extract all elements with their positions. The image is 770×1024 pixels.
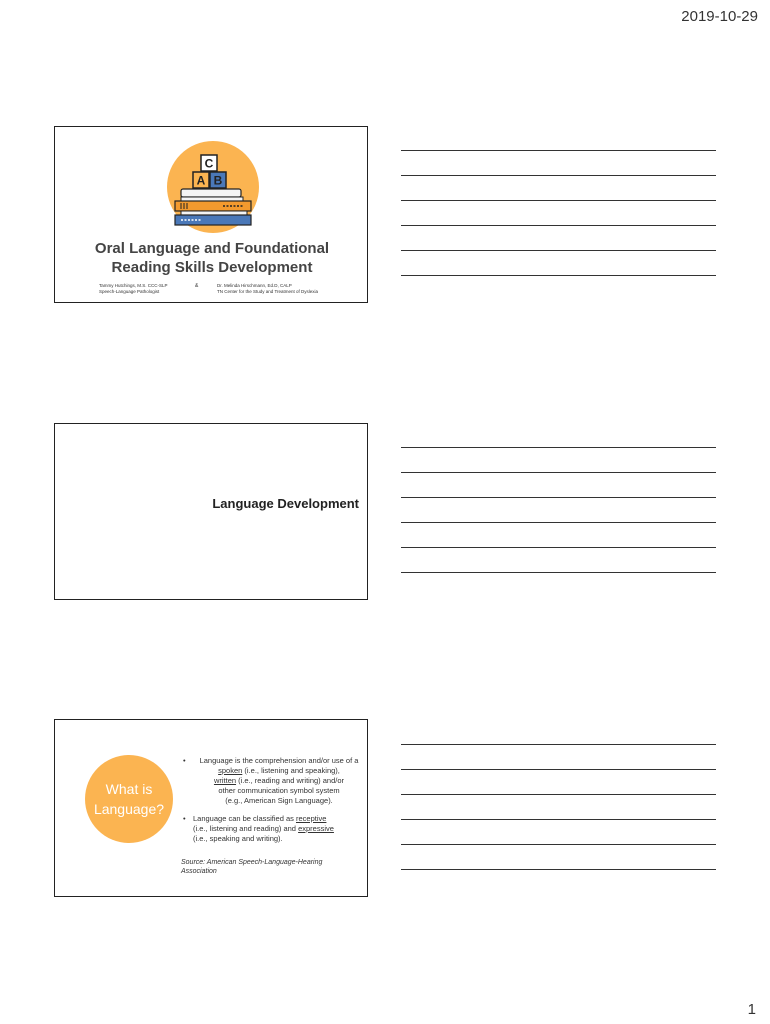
note-line [401,794,716,795]
b1-text-1: Language is the comprehension and/or use of a [199,756,359,765]
note-line [401,447,716,448]
slide-1-title-text [55,239,369,277]
slide-2-section [54,423,368,600]
bullet-dot-icon: • [183,756,186,765]
page-number: 1 [747,1001,756,1018]
note-line [401,472,716,473]
b1-written: written [213,776,237,785]
b1-text-3: (i.e., reading and writing) and/or [236,776,345,785]
b1-text-2: (i.e., listening and speaking), [242,766,340,775]
note-line [401,522,716,523]
b2-text-1: Language can be classified as [193,814,296,823]
note-line [401,200,716,201]
author-1 [99,283,168,295]
slide-3-what-is-language [54,719,368,897]
b2-text-3: (i.e., speaking and writing). [193,834,283,843]
b1-text-4: other communication symbol system [218,786,340,795]
bullet-classification [181,814,365,844]
note-line [401,225,716,226]
circle-line-2: Language? [93,801,165,817]
b1-text-5: (e.g., American Sign Language). [225,796,333,805]
what-is-language-circle [85,755,173,843]
bullet-dot-icon: • [183,814,186,823]
definition-bullets [181,756,365,852]
author-1-name: Tammy Hutchings, M.S. CCC-SLP [99,283,168,288]
note-line [401,275,716,276]
b2-text-2: (i.e., listening and reading) and [193,824,299,833]
source-citation: Source: American Speech-Language-Hearing Association [181,859,323,875]
note-line [401,150,716,151]
block-b-letter: B [213,173,223,188]
print-date: 2019-10-29 [681,8,758,25]
note-line [401,844,716,845]
b2-expressive: expressive [298,824,334,833]
note-line [401,819,716,820]
books-and-blocks-icon [167,141,259,241]
note-line [401,497,716,498]
author-2-role: TN Center for the Study and Treatment of Dyslexia [217,289,319,294]
note-line [401,769,716,770]
author-2 [217,283,318,295]
block-a-letter: A [196,173,206,188]
slide-1-title [54,126,368,303]
author-2-name: Dr. Melinda Hirschmann, Ed.D, CALP [217,283,292,288]
slide-2-title: Language Development [212,496,359,511]
note-line [401,572,716,573]
circle-line-1: What is [105,781,153,797]
note-line [401,250,716,251]
author-ampersand: & [195,283,199,289]
note-line [401,547,716,548]
title-line-2: Reading Skills Development [111,259,313,276]
title-line-1: Oral Language and Foundational [94,240,330,257]
note-line [401,869,716,870]
bullet-definition [181,756,365,806]
author-1-role: Speech-Language Pathologist [99,289,160,294]
note-line [401,175,716,176]
note-line [401,744,716,745]
b1-spoken: spoken [218,766,243,775]
block-c-letter: C [204,156,214,171]
b2-receptive: receptive [296,814,327,823]
